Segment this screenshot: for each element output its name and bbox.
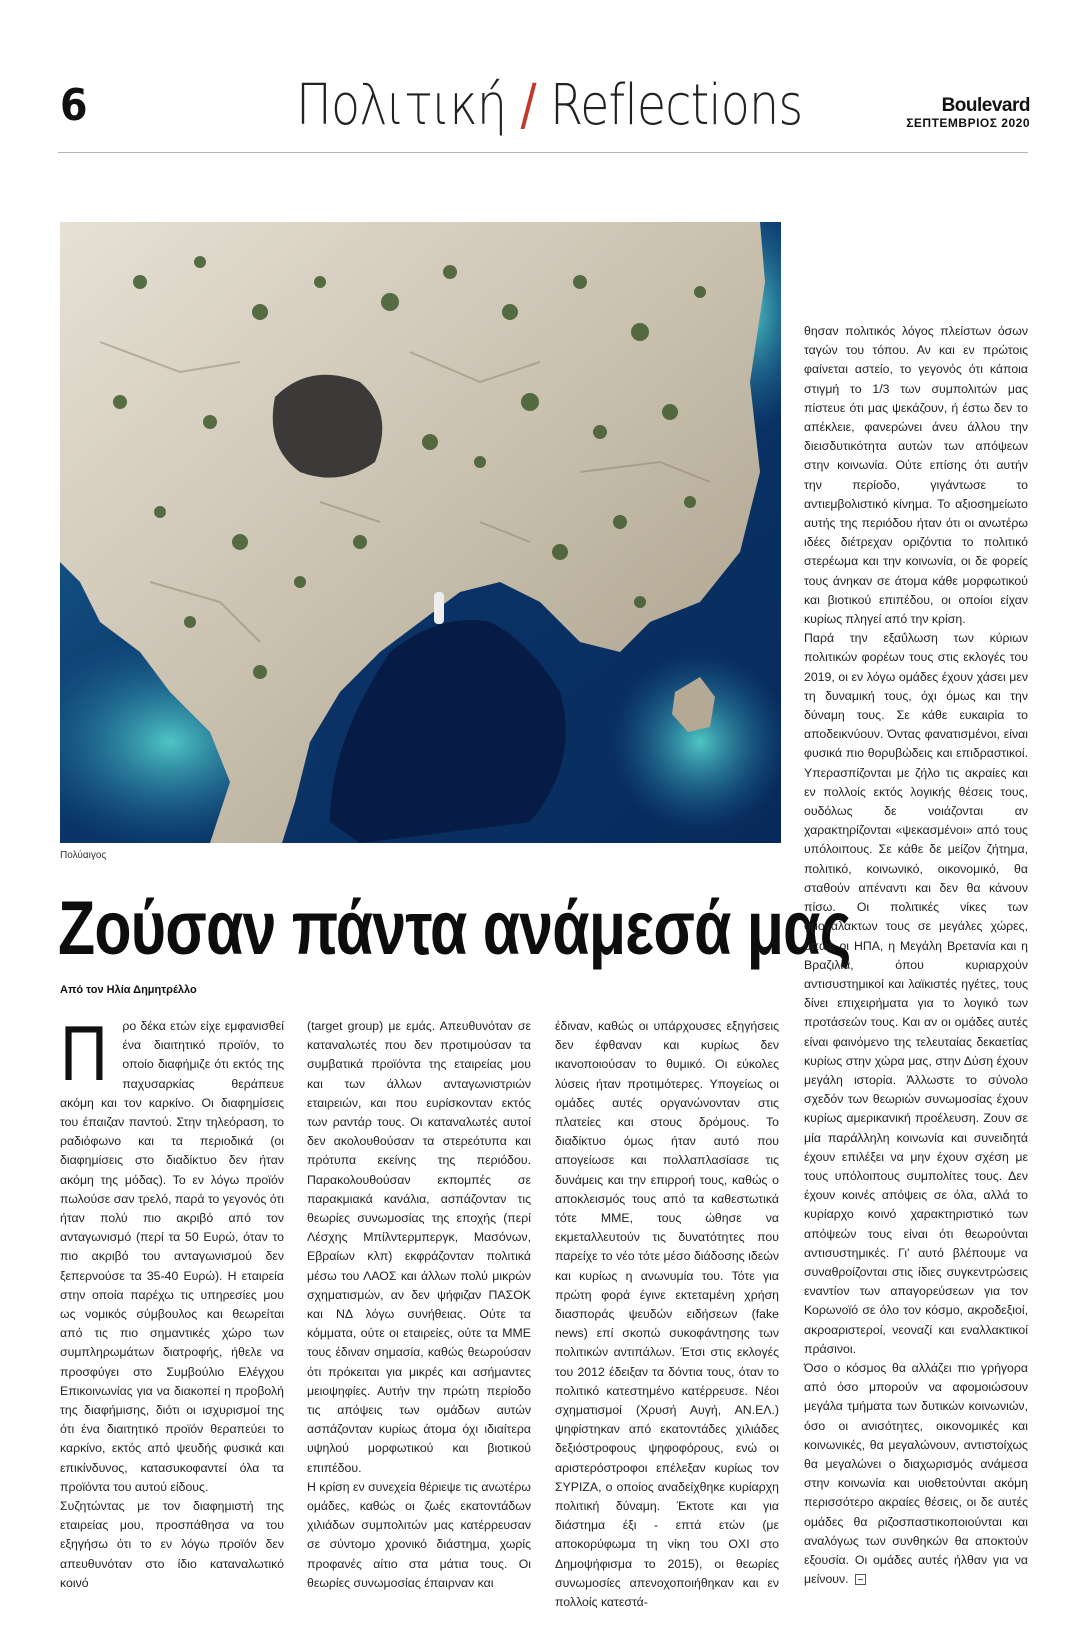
paragraph: θησαν πολιτικός λόγος πλείστων όσων ταγών του τόπου. Αν και εν πρώτοις φαίνεται αστείο, το γεγονός ότι κάποια στιγμή το 1/3 των συμπολιτών μας πίστευε ότι μας ψεκάζουν, ή έστω δεν το απέκλειε, φανερώνει άνευ άλλου την διεισδυτικότητα αυτών των απόψεων στην κοινωνία. Ούτε επίσης ότι αυτήν την περίοδο, γιγάντωσε το αντιεμβολιστικό κίνημα. Το αξιοσημείωτο αυτής της περιόδου ήταν ότι οι ανωτέρω ιδέες διέτρεχαν οριζόντια το πολιτικό στερέωμα και την κοινωνία, οι δε φορείς τους άνηκαν σε άτομα κάθε μορφωτικού και βιοτικού επιπέδου, οι οποίοι είχαν κυρίως πληγεί από την κρίση. bbox=[804, 324, 1028, 627]
paragraph: Συζητώντας με τον διαφημιστή της εταιρείας μου, προσπάθησα να του εξηγήσω ότι το εν λόγω προϊόν δεν απευθυνόταν στο ίδιο καταναλωτικό κοινό bbox=[60, 1499, 284, 1590]
paragraph: Όσο ο κόσμος θα αλλάζει πιο γρήγορα από όσο μπορούν να αφομοιώσουν μεγάλα τμήματα των δυτικών κοινωνιών, όσο οι ανισότητες, οικονομικές και κοινωνικές, θα μεγαλώνουν, αντιστοίχως θα μεγαλώνει ο διαχωρισμός ανάμεσα στην κοινωνία και υιοθετούνται ακόμη περισσότερο ακραίες θέσεις, οι δε αυτές ομάδες θα ριζοσπαστικοποιούνται και αναλόγως των συνθηκών θα αποκτούν εξουσία. Οι ομάδες αυτές ήλθαν για να μείνουν. bbox=[804, 1360, 1028, 1587]
article-byline: Από τον Ηλία Δημητρέλλο bbox=[60, 984, 197, 996]
masthead-brand: Boulevard bbox=[941, 95, 1030, 116]
paragraph: (target group) με εμάς. Απευθυνόταν σε καταναλωτές που δεν προτιμούσαν τα συμβατικά προϊόντα της εταιρείας μου και των άλλων ανταγωνιστριών εταιρειών, και που ευρίσκονταν εκτός των ραντάρ τους. Οι καταναλωτές αυτοί δεν ακολουθούσαν τα στερεότυπα και πρότυπα εκείνης της περιόδου. Παρακολουθούσαν εκπομπές σε παρακμιακά κανάλια, ασπάζονταν τις θεωρίες συνωμοσίας της εποχής (περί Λέσχης Μπίλντερμπεργκ, Μασόνων, Εβραίων κλπ) εκφράζονταν πολιτικά μέσω του ΛΑΟΣ και άλλων πολύ μικρών σχηματισμών, αν δεν ψήφιζαν ΠΑΣΟΚ και ΝΔ λόγω συνήθειας. Ούτε τα κόμματα, ούτε οι εταιρείες, ούτε τα ΜΜΕ τους έδιναν σημασία, καθώς θεωρούσαν ότι πρόκειται για μικρές και ασήμαντες μειοψηφίες. Αυτήν την πρώτη περίοδο τις απόψεις των ομάδων αυτών ασπάζονταν κυρίως άτομα όχι ιδιαίτερα υψηλού μορφωτικού και βιοτικού επιπέδου. bbox=[307, 1019, 531, 1475]
page-number: 6 bbox=[60, 80, 88, 131]
article-column-3 bbox=[555, 1017, 779, 1612]
section-title-right: Reflections bbox=[550, 73, 803, 138]
article-column-4 bbox=[804, 322, 1028, 1589]
paragraph: Π ρο δέκα ετών είχε εμφανισθεί ένα διαιτητικό προϊόν, το οποίο διαφήμιζε ότι εκτός της παχυσαρκίας θεράπευε ακόμη και τον καρκίνο. Οι διαφημίσεις του έπαιζαν παντού. Στην τηλεόραση, το ραδιόφωνο και τα περιοδικά (οι διαφημίσεις στο διαδίκτυο δεν ήταν ακόμη της μόδας). Το εν λόγω προϊόν πωλούσε σαν τρελό, παρά το γεγονός ότι ήταν πολύ πιο ακριβό από τον ανταγωνισμό (περί τα 50 Ευρώ, όταν το πιο ακριβό του ανταγωνισμού δεν ξεπερνούσε τα 35-40 Ευρώ). Η εταιρεία στην οποία παρέχω τις υπηρεσίες μου ως νομικός σύμβουλος και θεωρείται από τις πιο σημαντικές χώρο των συμπληρωμάτων διατροφής, ήθελε να προσφύγει στο Συμβούλιο Ελέγχου Επικοινωνίας για να διακοπεί η προβολή της διαφήμισης, διότι οι ισχυρισμοί της ότι ένα διαιτητικό προϊόν θεραπεύει το καρκίνο, εκτός από ψευδής φυσικά και επικίνδυνος, κατασυκοφαντεί όλα τα προϊόντα του αυτού είδους. bbox=[60, 1009, 285, 1494]
section-title-separator: / bbox=[520, 73, 536, 138]
article-headline: Ζούσαν πάντα ανάμεσά μας bbox=[58, 886, 851, 971]
masthead-issue-date: ΣΕΠΤΕΜΒΡΙΟΣ 2020 bbox=[906, 116, 1030, 130]
header-divider bbox=[58, 152, 1028, 153]
article-photo bbox=[60, 222, 781, 843]
end-of-article-square-icon bbox=[855, 1574, 866, 1585]
paragraph: έδιναν, καθώς οι υπάρχουσες εξηγήσεις δεν έφθαναν και κυρίως δεν ικανοποιούσαν το θυμικό. Οι εύκολες λύσεις ήταν προτιμότερες. Υπογείως οι ομάδες αυτές οργανώνονταν στις πλατείες και στους δρόμους. Το διαδίκτυο όμως ήταν αυτό που απογείωσε και πολλαπλασίασε τις δυνάμεις και την επιρροή τους, καθώς ο αποκλεισμός τους από τα καθεστωτικά τότε ΜΜΕ, τους ώθησε να εκμεταλλευτούν τις δυνατότητες που παρείχε το νέο τότε μέσο διάδοσης ιδεών και κυρίως η ανωνυμία του. Τότε για πρώτη φορά έγινε εκτεταμένη χρήση διασποράς ψευδών ειδήσεων (fake news) επί σκοπώ συκοφάντησης των πολιτικών αντιπάλων. Έτσι στις εκλογές του 2012 έδειξαν τα δόντια τους, όταν το πολιτικό κατεστημένο κατέρρευσε. Νέοι σχηματισμοί (Χρυσή Αυγή, ΑΝ.ΕΛ.) ψηφίστηκαν από εκατοντάδες χιλιάδες δεξιόστροφους ψηφοφόρους, ενώ οι αριστερόστροφοι επέλεξαν κυρίως τον ΣΥΡΙΖΑ, ο οποίος αναδείχθηκε κυρίαρχη πολιτική δύναμη. Έκτοτε και για διάστημα έξι - επτά ετών (με αποκορύφωμα τη νίκη του ΟΧΙ στο Δημοψήφισμα το 2015), οι θεωρίες συνωμοσίες απενοχοποιήθηκαν και εν πολλοίς κατεστά- bbox=[555, 1019, 779, 1610]
aerial-coastline-image bbox=[60, 222, 781, 843]
masthead bbox=[906, 96, 1030, 130]
article-column-2 bbox=[307, 1017, 531, 1593]
paragraph: Η κρίση εν συνεχεία θέριεψε τις ανωτέρω ομάδες, καθώς οι ζωές εκατοντάδων χιλιάδων συμπολιτών μας κατέρρευσαν σε σύντομο χρονικό διάστημα, χωρίς προφανές αίτιο στα μάτια τους. Οι θεωρίες συνωμοσίας έπαιρναν και bbox=[307, 1479, 531, 1590]
paragraph: Παρά την εξαΰλωση των κύριων πολιτικών φορέων τους στις εκλογές του 2019, οι εν λόγω ομάδες έχουν χάσει μεν τη δυναμική τους, όχι όμως και την δύναμη τους. Σε κάθε ευκαιρία το αποδεικνύουν. Όντας φανατισμένοι, είναι φυσικά πιο θορυβώδεις και επιδραστικοί. Υπερασπίζονται με ζήλο τις ακραίες και εν πολλοίς εκτός λογικής θέσεις τους, ουδόλως δε νοιάζονται αν χαρακτηρίζονται «ψεκασμένοι» από τους υπόλοιπους. Σε κάθε δε μείζον ζήτημα, πολιτικό, κοινωνικό, οικονομικό, θα σταθούν απέναντι και δεν θα κάνουν πίσω. Οι πολιτικές νίκες των ομογάλακτων τους σε μεγάλες χώρες, όπως οι ΗΠΑ, η Μεγάλη Βρετανία και η Βραζιλία, όπου κυριαρχούν αντισυστημικοί και λαϊκιστές ηγέτες, τους δίνει επιχειρήματα για το λογικό των προτάσεών τους. Και αν οι ομάδες αυτές είναι φαινόμενο της τελευταίας δεκαετίας κυρίως στην χώρα μας, στην Δύση έχουν μεγάλη ιστορία. Άλλωστε το σύνολο σχεδόν των θεωριών συνωμοσίας έχουν κυρίως αμερικανική προέλευση. Ζουν σε μία παράλληλη κοινωνία και συνειδητά έχουν επιλέξει να μην έχουν σχέση με τους υπόλοιπους συμπολίτες τους. Δεν έχουν κοινές απόψεις σε όλα, αλλά το κυρίαρχο κοινό χαρακτηριστικό των απόψεών τους είναι ότι θεωρούνται αντισυστημικές. Γι' αυτό βλέπουμε να συναθροίζονται στις ίδιες συγκεντρώσεις εναντίον των απαγορεύσεων για τον Κορωνοϊό σε όλο τον κόσμο, ακροδεξιοί, ακροαριστεροί, νεοναζί και εναλλακτικοί πράσινοι. bbox=[804, 631, 1028, 1356]
section-title bbox=[296, 72, 803, 140]
photo-caption: Πολύαιγος bbox=[60, 850, 107, 861]
section-title-left: Πολιτική bbox=[296, 73, 507, 138]
dropcap: Π bbox=[60, 1009, 108, 1097]
article-column-1 bbox=[60, 1009, 285, 1593]
